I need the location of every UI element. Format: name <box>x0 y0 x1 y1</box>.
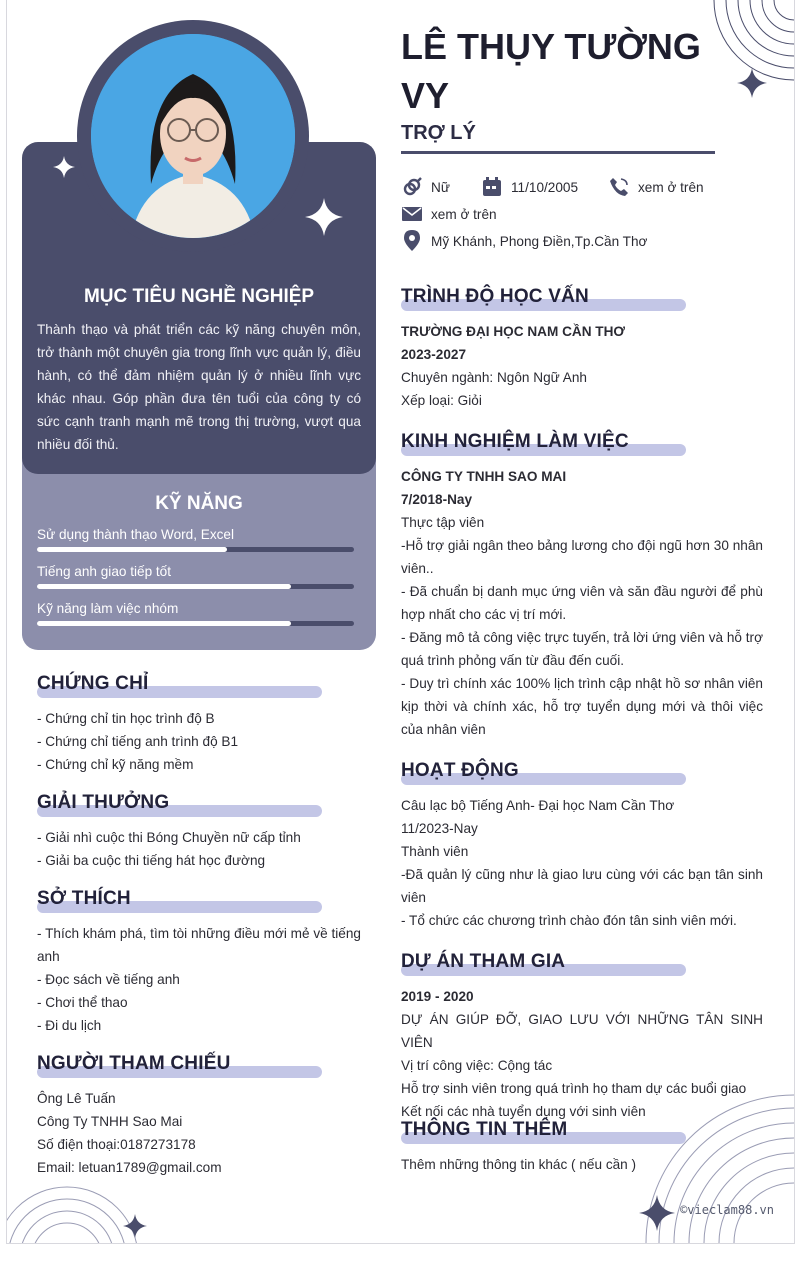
project-name: DỰ ÁN GIÚP ĐỠ, GIAO LƯU VỚI NHỮNG TÂN SINH VIÊN <box>401 1012 763 1050</box>
gender-icon <box>401 176 423 198</box>
phone-icon <box>608 176 630 198</box>
section-title: CHỨNG CHỈ <box>37 673 149 694</box>
objective-text: Thành thạo và phát triển các kỹ năng chuyên môn, trở thành một chuyên gia trong lĩnh vực quản lý, điều hành, có thể đảm nhiệm quản lý ở nhiều lĩnh vực khác nhau. Góp phần đưa tên tuổi của công ty có sức cạnh tranh mạnh mẽ trong thị trường, vượt qua nhiều đối thủ. <box>37 322 361 452</box>
skill-label: Tiếng anh giao tiếp tốt <box>37 564 172 579</box>
section-title: NGƯỜI THAM CHIẾU <box>37 1053 231 1074</box>
sparkle-icon <box>737 68 767 98</box>
envelope-icon <box>401 203 423 225</box>
skill-item <box>37 564 354 589</box>
education-period: 2023-2027 <box>401 347 467 362</box>
skill-track <box>37 584 354 589</box>
contact-address <box>401 230 647 252</box>
cv-page <box>6 0 795 1244</box>
list-item: - Giải nhì cuộc thi Bóng Chuyền nữ cấp tỉnh <box>37 830 301 845</box>
list-item: - Đăng mô tả công việc trực tuyến, trả lời ứng viên và hỗ trợ quá trình phỏng vấn từ đầu đến cuối. <box>401 630 763 668</box>
gender-value: Nữ <box>431 179 450 195</box>
skills-title: KỸ NĂNG <box>155 493 243 514</box>
section-title: DỰ ÁN THAM GIA <box>401 951 566 972</box>
section-title: GIẢI THƯỞNG <box>37 792 170 813</box>
education-major: Chuyên ngành: Ngôn Ngữ Anh <box>401 370 587 385</box>
company-name: CÔNG TY TNHH SAO MAI <box>401 469 567 484</box>
section-title: KINH NGHIỆM LÀM VIỆC <box>401 431 629 452</box>
list-item: - Đọc sách về tiếng anh <box>37 972 180 987</box>
reference-phone: Số điện thoại:0187273178 <box>37 1137 196 1152</box>
list-item: - Đã chuẩn bị danh mục ứng viên và săn đầu người để phù hợp nhất cho các vị trí mới. <box>401 584 763 622</box>
list-item: -Đã quản lý cũng như là giao lưu cùng với các bạn tân sinh viên <box>401 867 763 905</box>
reference-email: Email: letuan1789@gmail.com <box>37 1160 222 1175</box>
objective-title: MỤC TIÊU NGHỀ NGHIỆP <box>83 286 315 307</box>
activity-org: Câu lạc bộ Tiếng Anh- Đại học Nam Cần Thơ <box>401 798 675 813</box>
contact-email <box>401 203 497 225</box>
list-item: - Đi du lịch <box>37 1018 102 1033</box>
calendar-icon <box>481 176 503 198</box>
section-title: SỞ THÍCH <box>37 888 131 909</box>
candidate-role: TRỢ LÝ <box>401 122 476 144</box>
phone-value: xem ở trên <box>638 179 704 195</box>
skill-item <box>37 527 354 552</box>
list-item: - Chứng chỉ tin học trình độ B <box>37 711 215 726</box>
list-item: - Chứng chỉ kỹ năng mềm <box>37 757 194 772</box>
sparkle-icon <box>305 198 343 236</box>
list-item: - Chơi thể thao <box>37 995 128 1010</box>
experience-section <box>401 431 763 741</box>
email-value: xem ở trên <box>431 206 497 222</box>
section-title: HOẠT ĐỘNG <box>401 760 519 781</box>
activity-position: Thành viên <box>401 844 469 859</box>
dob-value: 11/10/2005 <box>511 179 579 195</box>
avatar <box>91 34 295 238</box>
address-value: Mỹ Khánh, Phong Điền,Tp.Cần Thơ <box>431 233 648 249</box>
list-item: - Thích khám phá, tìm tòi những điều mới mẻ về tiếng anh <box>37 926 361 964</box>
school-name: TRƯỜNG ĐẠI HỌC NAM CẦN THƠ <box>401 324 626 339</box>
contact-gender <box>401 176 450 198</box>
skill-fill <box>37 584 291 589</box>
list-item: - Chứng chỉ tiếng anh trình độ B1 <box>37 734 239 749</box>
activity-period: 11/2023-Nay <box>401 821 478 836</box>
role-divider <box>401 151 715 154</box>
list-item: - Giải ba cuộc thi tiếng hát học đường <box>37 853 266 868</box>
additional-text: Thêm những thông tin khác ( nếu cần ) <box>401 1157 637 1172</box>
watermark: ©vieclam88.vn <box>680 1203 774 1217</box>
experience-position: Thực tập viên <box>401 515 485 530</box>
list-item: - Duy trì chính xác 100% lịch trình cập nhật hồ sơ nhân viên kịp thời và chính xác, hỗ trợ tuyển dụng mới và thôi việc của nhân viên <box>401 676 763 737</box>
education-grade: Xếp loại: Giỏi <box>401 393 482 408</box>
certificates-section <box>37 673 361 776</box>
education-section <box>401 286 763 412</box>
skill-track <box>37 621 354 626</box>
references-section <box>37 1053 361 1179</box>
project-position: Vị trí công việc: Cộng tác <box>401 1058 553 1073</box>
experience-period: 7/2018-Nay <box>401 492 473 507</box>
section-title: TRÌNH ĐỘ HỌC VẤN <box>401 286 589 307</box>
additional-section <box>401 1119 763 1176</box>
candidate-name: LÊ THỤY TƯỜNG VY <box>401 26 701 116</box>
section-title: THÔNG TIN THÊM <box>401 1119 568 1140</box>
list-item: Kết nối các nhà tuyển dụng với sinh viên <box>401 1104 646 1119</box>
skill-item <box>37 601 354 626</box>
location-pin-icon <box>401 230 423 252</box>
list-item: - Tổ chức các chương trình chào đón tân sinh viên mới. <box>401 913 737 928</box>
sparkle-icon <box>53 156 75 178</box>
skill-label: Sử dụng thành thạo Word, Excel <box>37 527 235 542</box>
hobbies-section <box>37 888 361 1037</box>
project-period: 2019 - 2020 <box>401 989 474 1004</box>
skill-label: Kỹ năng làm việc nhóm <box>37 601 179 616</box>
contact-phone <box>608 176 704 198</box>
list-item: Hỗ trợ sinh viên trong quá trình họ tham dự các buổi giao <box>401 1081 747 1096</box>
awards-section <box>37 792 361 872</box>
skill-fill <box>37 547 227 552</box>
sparkle-icon <box>639 1195 675 1231</box>
reference-name: Ông Lê Tuấn <box>37 1091 116 1106</box>
skill-fill <box>37 621 291 626</box>
skill-track <box>37 547 354 552</box>
contact-dob <box>481 176 578 198</box>
sparkle-icon <box>123 1214 147 1238</box>
reference-company: Công Ty TNHH Sao Mai <box>37 1114 183 1129</box>
concentric-arcs-decoration <box>7 1183 137 1243</box>
portrait-photo <box>91 34 295 238</box>
list-item: -Hỗ trợ giải ngân theo bảng lương cho đội ngũ hơn 30 nhân viên.. <box>401 538 763 576</box>
activities-section <box>401 760 763 932</box>
projects-section <box>401 951 763 1123</box>
